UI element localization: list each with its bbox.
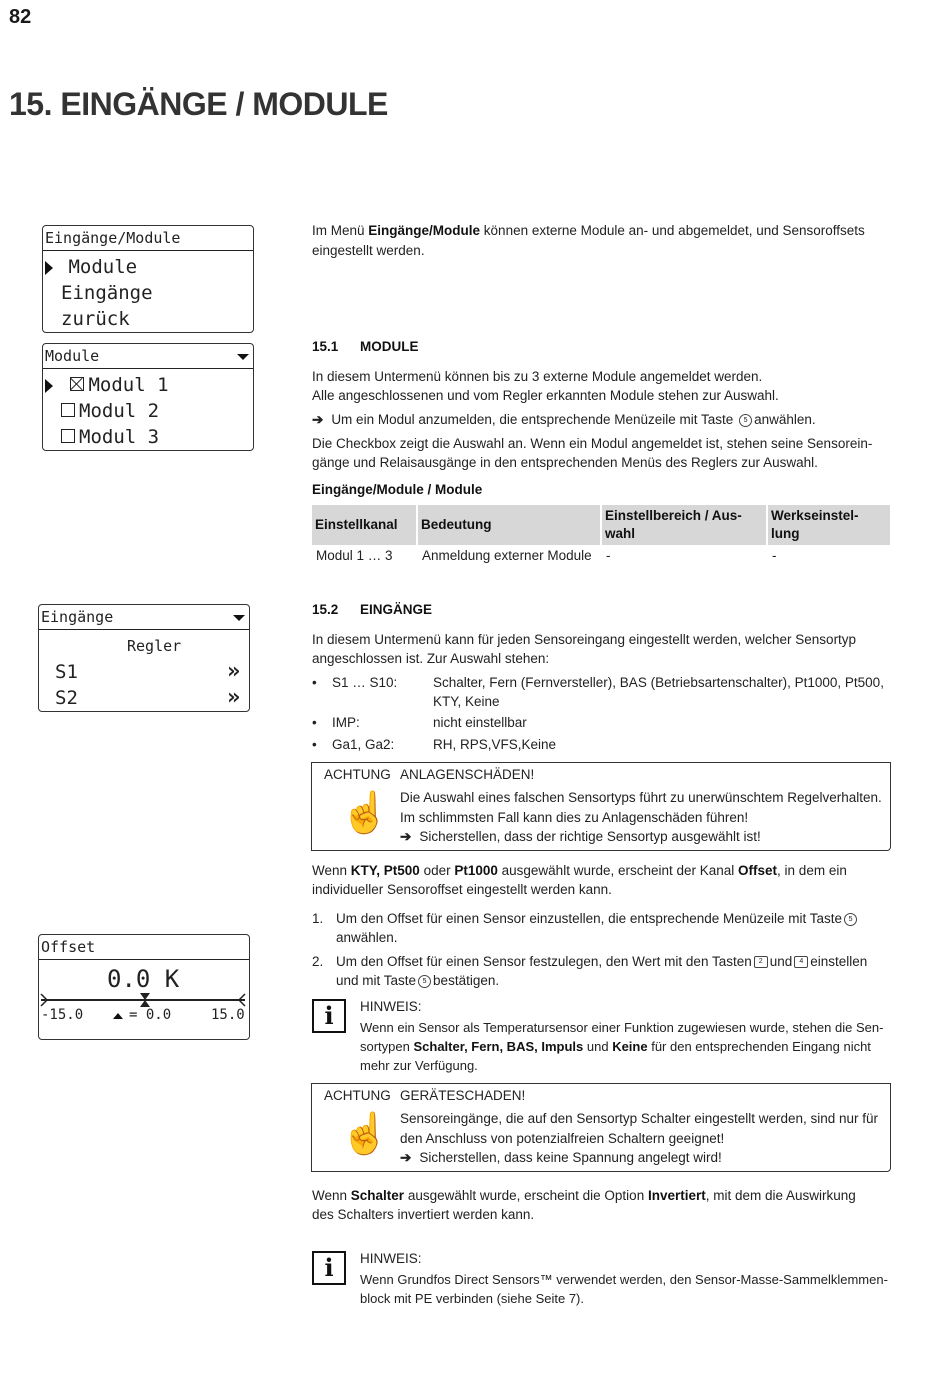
table-header: Einstellbereich / Aus-wahl (602, 505, 766, 545)
lcd-checkbox-modul-1: Modul 1 (45, 374, 169, 396)
warning-heading: GERÄTESCHADEN! (400, 1088, 526, 1103)
settings-table (310, 505, 892, 566)
table-cell: Modul 1 … 3 (316, 548, 393, 563)
note-label: HINWEIS: (360, 999, 422, 1014)
warning-heading: ANLAGENSCHÄDEN! (400, 767, 535, 782)
key-5-icon: 5 (844, 913, 857, 926)
paragraph: In diesem Untermenü können bis zu 3 externe Module angemeldet werden. (312, 369, 763, 384)
arrow-right-icon: ➔ (400, 1150, 412, 1165)
paragraph: gänge und Relaisausgänge in den entsprechenden Menüs des Reglers zur Auswahl. (312, 455, 818, 470)
paragraph: Alle angeschlossenen und vom Regler erkannten Module stehen zur Auswahl. (312, 388, 779, 403)
paragraph: In diesem Untermenü kann für jeden Sensoreingang eingestellt werden, welcher Sensortyp (312, 632, 857, 647)
cursor-arrow-icon (45, 379, 53, 393)
table-row (312, 545, 890, 566)
note-text: mehr zur Verfügung. (360, 1058, 478, 1073)
intro-paragraph: Im Menü Eingänge/Module können externe Module an- und abgemeldet, und Sensoroffsets eingestellt werden. (312, 223, 865, 258)
step-number: 1. (312, 911, 324, 926)
warning-body: Die Auswahl eines falschen Sensortyps führt zu unerwünschtem Regelverhalten. Im schlimmsten Fall kann dies zu Anlagenschäden führen! ➔ Sicherstellen, dass der richtige Sensortyp ausgewählt ist! (400, 790, 882, 844)
key-5-icon: 5 (739, 414, 752, 427)
warning-box-geraeteschaden (311, 1083, 891, 1172)
lcd-offset-screen (38, 934, 250, 1040)
lcd-module-menu (42, 343, 254, 451)
note-text: sortypen Schalter, Fern, BAS, Impuls und Keine für den entsprechenden Eingang nicht (360, 1039, 871, 1054)
lcd-input-s1: S1 (55, 661, 78, 683)
list-item-value: Schalter, Fern (Fernversteller), BAS (Betriebsartenschalter), Pt1000, Pt500, (433, 675, 884, 690)
list-item-value: KTY, Keine (433, 694, 500, 709)
table-header: Bedeutung (418, 505, 600, 545)
step-text: Um den Offset für einen Sensor einzustellen, die entsprechende Menüzeile mit Taste 5 (336, 909, 859, 929)
list-item-key: IMP: (332, 715, 360, 730)
step-text: anwählen. (336, 930, 398, 945)
note-label: HINWEIS: (360, 1251, 422, 1266)
key-5-icon: 5 (418, 975, 431, 988)
section-heading-15-1: 15.1 MODULE (312, 339, 419, 354)
paragraph-schalter: Wenn Schalter ausgewählt wurde, erscheint die Option Invertiert, mit dem die Auswirkung (312, 1188, 856, 1203)
warning-label: ACHTUNG (324, 767, 391, 782)
lcd-title: Eingänge (39, 605, 249, 630)
lcd-input-s2: S2 (55, 687, 78, 709)
dropdown-arrow-icon (233, 615, 245, 621)
lcd-menu-item-module: Module (45, 256, 137, 278)
unchecked-box-icon (61, 403, 75, 417)
step-number: 2. (312, 954, 324, 969)
lcd-checkbox-modul-2: Modul 2 (61, 400, 159, 422)
lcd-title: Eingänge/Module (43, 226, 253, 251)
list-item-key: S1 … S10: (332, 675, 398, 690)
triangle-up-icon (113, 1013, 123, 1019)
note-text: block mit PE verbinden (siehe Seite 7). (360, 1291, 584, 1306)
list-item-key: Ga1, Ga2: (332, 737, 395, 752)
table-header: Werkseinstel-lung (768, 505, 890, 545)
lcd-offset-max: 15.0 (211, 1007, 245, 1023)
cursor-arrow-icon (45, 261, 53, 275)
lcd-subtitle: Regler (127, 637, 182, 655)
chevron-right-icon: » (227, 659, 241, 684)
lcd-menu-item-zurueck: zurück (61, 308, 130, 330)
list-item-value: RH, RPS,VFS,Keine (433, 737, 557, 752)
paragraph: individueller Sensoroffset eingestellt werden kann. (312, 882, 612, 897)
list-item: • (312, 675, 317, 690)
hand-warning-icon: ☝ (340, 1112, 390, 1156)
step-text: und mit Taste 5 bestätigen. (336, 973, 500, 988)
table-header: Einstellkanal (312, 505, 416, 545)
section-heading-15-2: 15.2 EINGÄNGE (312, 602, 433, 617)
paragraph: des Schalters invertiert werden kann. (312, 1207, 535, 1222)
table-cell: - (606, 548, 611, 563)
chevron-right-icon: » (227, 685, 241, 710)
note-text: Wenn Grundfos Direct Sensors™ verwendet werden, den Sensor-Masse-Sammelklemmen- (360, 1272, 888, 1287)
instruction-step: ➔ Um ein Modul anzumelden, die entsprechende Menüzeile mit Taste 5 anwählen. (312, 412, 816, 427)
list-item-value: nicht einstellbar (433, 715, 527, 730)
key-2-icon: 2 (754, 956, 768, 968)
lcd-title: Module (43, 344, 253, 369)
warning-label: ACHTUNG (324, 1088, 391, 1103)
page-number: 82 (9, 6, 32, 28)
lcd-main-menu (42, 225, 254, 333)
note-text: Wenn ein Sensor als Temperatursensor einer Funktion zugewiesen wurde, stehen die Sen- (360, 1020, 884, 1035)
list-item: • (312, 715, 317, 730)
warning-body: Sensoreingänge, die auf den Sensortyp Schalter eingestellt werden, sind nur für den Anschluss von potenzialfreien Schaltern geeignet! ➔ Sicherstellen, dass keine Spannung angelegt wird! (400, 1111, 879, 1165)
paragraph: angeschlossen ist. Zur Auswahl stehen: (312, 651, 550, 666)
step-text: Um den Offset für einen Sensor festzulegen, den Wert mit den Tasten 2 und 4 einstellen (336, 954, 868, 969)
lcd-offset-value: 0.0 K (107, 965, 180, 993)
warning-box-anlagenschaeden (311, 762, 891, 851)
chapter-title: 15. EINGÄNGE / MODULE (9, 86, 388, 122)
paragraph-offset: Wenn KTY, Pt500 oder Pt1000 ausgewählt wurde, erscheint der Kanal Offset, in dem ein (312, 863, 847, 878)
key-4-icon: 4 (794, 956, 808, 968)
dropdown-arrow-icon (237, 354, 249, 360)
arrow-right-icon: ➔ (400, 829, 412, 844)
table-caption: Eingänge/Module / Module (312, 482, 483, 497)
paragraph: Die Checkbox zeigt die Auswahl an. Wenn ein Modul angemeldet ist, stehen seine Sensorein- (312, 436, 873, 451)
lcd-checkbox-modul-3: Modul 3 (61, 426, 159, 448)
table-cell: - (772, 548, 777, 563)
lcd-menu-item-eingaenge: Eingänge (61, 282, 153, 304)
info-icon: i (312, 999, 346, 1033)
lcd-offset-min: -15.0 (41, 1007, 84, 1023)
table-cell: Anmeldung externer Module (422, 548, 592, 563)
list-item: • (312, 737, 317, 752)
lcd-title: Offset (39, 935, 249, 960)
lcd-offset-center: = 0.0 (113, 1007, 171, 1023)
info-icon: i (312, 1251, 346, 1285)
checked-box-icon (70, 377, 84, 391)
hand-warning-icon: ☝ (340, 791, 390, 835)
unchecked-box-icon (61, 429, 75, 443)
lcd-inputs-menu (38, 604, 250, 712)
arrow-right-icon: ➔ (312, 412, 324, 427)
